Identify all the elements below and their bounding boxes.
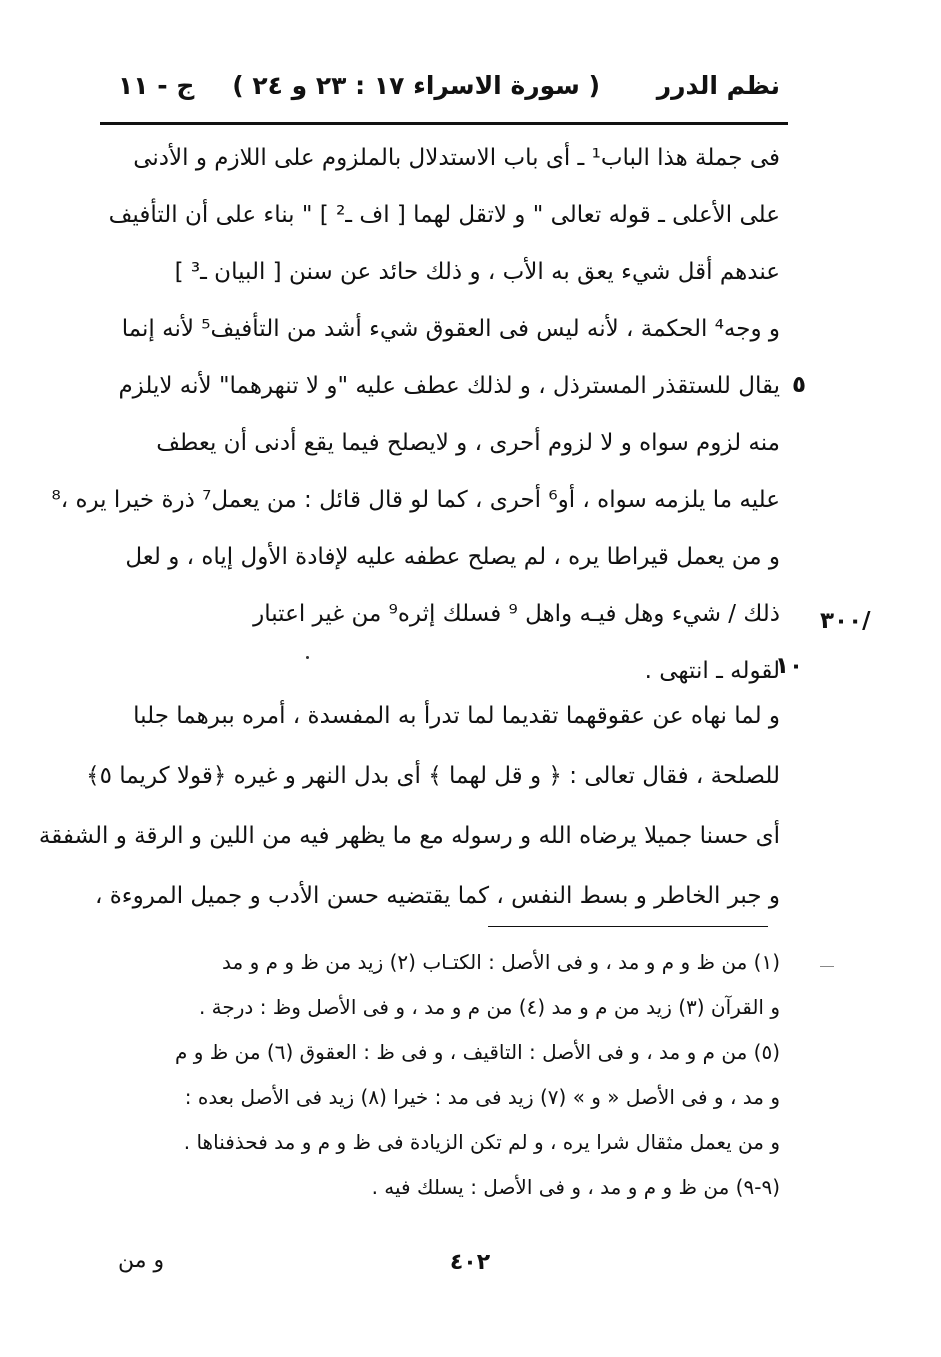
page-number: ٤٠٢ (449, 1250, 491, 1275)
book-title: نظم الدرر (656, 71, 780, 100)
catchword: و من (118, 1248, 165, 1273)
text-line: يقال للستقذر المسترذل ، و لذلك عطف عليه "و لا تنهرهما" لأنه لايلزم (118, 373, 780, 399)
footnote-line: و من يعمل مثقال شرا يره ، و لم تكن الزيادة فى ظ و م و مد فحذفناها . (183, 1130, 780, 1154)
ink-speck (306, 656, 309, 659)
text-line: أى حسنا جميلا يرضاه الله و رسوله مع ما يظهر فيه من اللين و الرقة و الشفقة (38, 823, 780, 849)
header-rule (100, 122, 788, 125)
text-line: و لما نهاه عن عقوقهما تقديما لما تدرأ به المفسدة ، أمره ببرهما جلبا (133, 703, 780, 729)
text-line: للصلحة ، فقال تعالى : ﴿ و قل لهما ﴾ أى بدل النهر و غيره ﴿قولا كريما ٥﴾ (86, 763, 780, 789)
margin-tick (820, 966, 834, 967)
footnote-line: و مد ، و فى الأصل « و » (٧) زيد فى مد : خيرا (٨) زيد فى الأصل بعده : (184, 1085, 780, 1109)
text-line: منه لزوم سواه و لا لزوم أحرى ، و لايصلح فيما يقع أدنى أن يعطف (156, 430, 780, 456)
line-number-10: ١٠ (775, 653, 804, 679)
footnotes (100, 940, 780, 1210)
volume-reference: ج - ١١ (118, 71, 195, 100)
footnote-line: (١) من ظ و م و مد ، و فى الأصل : الكتـاب (٢) زيد من ظ و م و مد (222, 950, 780, 974)
second-paragraph (38, 686, 780, 926)
footnote-line: و القرآن (٣) زيد من م و مد (٤) من م و مد ، و فى الأصل وظ : درجة . (198, 995, 780, 1019)
text-line: عندهم أقل شيء يعق به الأب ، و ذلك حائد عن سنن [ البيان ـ³ ] (174, 259, 780, 285)
text-line: على الأعلى ـ قوله تعالى " و لاتقل لهما [ اف ـ² ] " بناء على أن التأفيف (108, 202, 780, 228)
footnote-line: (٥) من م و مد ، و فى الأصل : التاقيف ، و فى ظ : العقوق (٦) من ظ و م (175, 1040, 780, 1064)
text-line: و وجه⁴ الحكمة ، لأنه ليس فى العقوق شيء أشد من التأفيف⁵ لأنه إنما (121, 316, 780, 342)
text-line: عليه ما يلزمه سواه ، أو⁶ أحرى ، كما لو قال قائل : من يعمل⁷ ذرة خيرا يره ،⁸ (51, 487, 780, 513)
footnote-rule (488, 926, 768, 927)
footnote-line: (٩-٩) من ظ و م و مد ، و فى الأصل : يسلك فيه . (371, 1175, 780, 1199)
text-line: فى جملة هذا الباب¹ ـ أى باب الاستدلال بالملزوم على اللازم و الأدنى (133, 145, 780, 171)
surah-reference: ( سورة الاسراء ١٧ : ٢٣ و ٢٤ ) (232, 71, 600, 100)
main-text (51, 130, 780, 700)
text-line: و من يعمل قيراطا يره ، لم يصلح عطفه عليه لإفادة الأول إياه ، و لعل (125, 544, 780, 570)
running-header (100, 64, 780, 108)
line-number-5: ٥ (792, 372, 807, 398)
text-line: ذلك / شيء وهل فيـه واهل ⁹ فسلك إثره⁹ من غير اعتبار (253, 601, 780, 627)
text-line: لقوله ـ انتهى . (644, 658, 780, 684)
text-line: و جبر الخاطر و بسط النفس ، كما يقتضيه حسن الأدب و جميل المروءة ، (95, 883, 780, 909)
manuscript-page-marker: ٣٠٠/ (820, 608, 871, 634)
